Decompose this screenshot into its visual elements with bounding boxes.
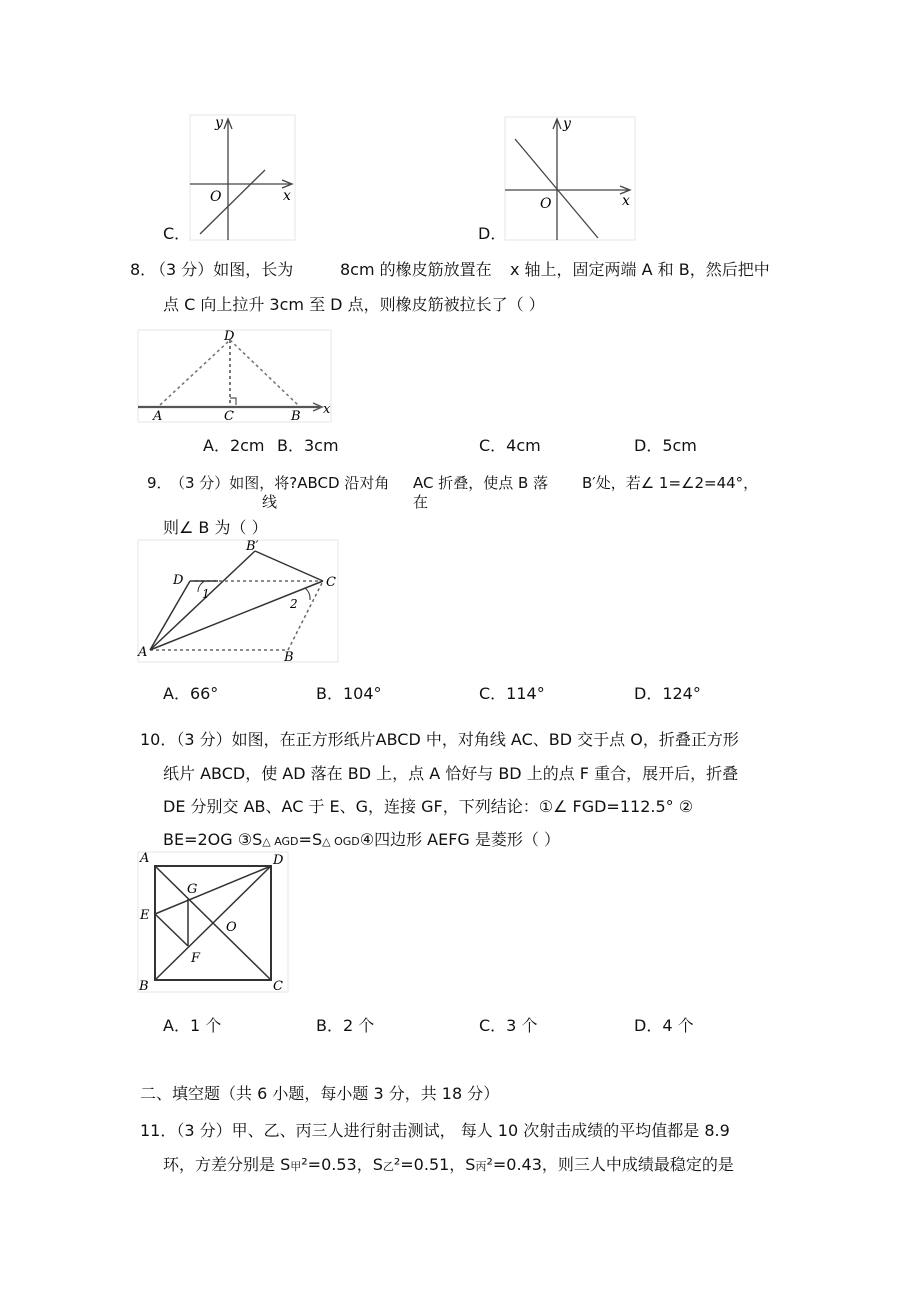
graph-c-origin-label: O <box>210 189 222 205</box>
q8-line1-c: x 轴上，固定两端 A 和 B，然后把中 <box>510 260 770 279</box>
q10-label-g: G <box>187 882 198 897</box>
graph-c-y-label: y <box>215 115 223 131</box>
q9-option-d: D．124° <box>634 684 701 703</box>
q9-option-b: B．104° <box>316 684 382 703</box>
q10-line4-sub2: △ OGD <box>322 835 360 848</box>
q10-line4-b: =S <box>298 830 323 849</box>
q11-sub-bing: 丙 <box>475 1160 487 1173</box>
q10-label-o: O <box>226 920 237 935</box>
q11-line2-a: 环，方差分别是 S <box>163 1155 291 1174</box>
q11-sub-jia: 甲 <box>290 1160 302 1173</box>
q9-number: 9． <box>147 474 172 492</box>
q8-option-c: C．4cm <box>479 436 541 455</box>
q10-line4-a: BE=2OG ③S <box>163 830 263 849</box>
q10-line1: 10．（3 分）如图，在正方形纸片ABCD 中，对角线 AC、BD 交于点 O，折叠正方形 <box>140 730 739 749</box>
q10-label-e: E <box>140 908 150 923</box>
q7-option-d-label: D． <box>478 224 507 243</box>
q10-line2: 纸片 ABCD，使 AD 落在 BD 上，点 A 恰好与 BD 上的点 F 重合，展开后，折叠 <box>163 764 739 783</box>
q9-line2: 则∠ B 为（ ） <box>163 518 268 537</box>
q8-line1-a: （3 分）如图，长为 <box>150 260 294 279</box>
q8-label-d: D <box>224 329 235 344</box>
q8-option-d: D．5cm <box>634 436 697 455</box>
q8-label-c: C <box>224 409 234 424</box>
q9-angle-2: 2 <box>290 597 298 611</box>
q8-number: 8． <box>130 260 157 279</box>
graph-d-origin-label: O <box>540 196 552 212</box>
q11-sub-yi: 乙 <box>382 1160 394 1173</box>
section2-heading: 二、填空题（共 6 小题，每小题 3 分，共 18 分） <box>140 1084 500 1103</box>
q9-label-c: C <box>326 575 336 590</box>
q9-label-a: A <box>138 645 148 660</box>
q8-line1-b: 8cm 的橡皮筋放置在 <box>340 260 492 279</box>
q9-part2: AC 折叠，使点 B 落 <box>413 474 549 492</box>
q11-line2 <box>163 1155 734 1177</box>
q9-part2-wrap: 在 <box>413 493 429 511</box>
q11-line1: 11．（3 分）甲、乙、丙三人进行射击测试， 每人 10 次射击成绩的平均值都是 8.9 <box>140 1121 730 1140</box>
q9-label-d: D <box>173 573 184 588</box>
q9-label-b: B <box>284 650 294 665</box>
q10-label-c: C <box>273 979 283 994</box>
graph-d-x-label: x <box>622 193 630 209</box>
q11-line2-d: ²=0.43，则三人中成绩最稳定的是 <box>486 1155 734 1174</box>
q9-option-a: A．66° <box>163 684 219 703</box>
q10-label-d: D <box>273 853 284 868</box>
q7-option-c-label: C． <box>163 224 191 243</box>
q10-line4-c: ④四边形 AEFG 是菱形（ ） <box>359 830 560 849</box>
q10-label-f: F <box>191 951 201 966</box>
q10-option-c: C．3 个 <box>479 1016 538 1035</box>
q8-label-x: x <box>323 402 331 417</box>
q9-part3: B′处，若∠ 1=∠2=44°， <box>582 474 759 492</box>
q9-part1: （3 分）如图，将?ABCD 沿对角 <box>170 474 390 492</box>
q10-option-b: B．2 个 <box>316 1016 375 1035</box>
q10-label-b: B <box>139 979 149 994</box>
q9-angle-1: 1 <box>202 587 210 601</box>
graph-c-x-label: x <box>283 188 291 204</box>
graph-d-y-label: y <box>563 116 571 132</box>
q8-option-a: A．2cm <box>203 436 265 455</box>
q8-option-b: B．3cm <box>277 436 339 455</box>
q9-option-c: C．114° <box>479 684 545 703</box>
q10-label-a: A <box>140 851 150 866</box>
q10-line3: DE 分别交 AB、AC 于 E、G，连接 GF，下列结论：①∠ FGD=112.5° ② <box>163 797 694 816</box>
q8-label-b: B <box>291 409 301 424</box>
q10-line4-sub1: △ AGD <box>262 835 299 848</box>
q9-label-b-prime: B′ <box>246 539 259 554</box>
q10-option-a: A．1 个 <box>163 1016 222 1035</box>
q11-line2-c: ²=0.51，S <box>393 1155 476 1174</box>
q11-line2-b: ²=0.53，S <box>301 1155 383 1174</box>
q8-line2: 点 C 向上拉升 3cm 至 D 点，则橡皮筋被拉长了（ ） <box>163 295 545 314</box>
q9-part1-wrap: 线 <box>262 493 278 511</box>
q10-option-d: D．4 个 <box>634 1016 694 1035</box>
q8-label-a: A <box>153 409 163 424</box>
